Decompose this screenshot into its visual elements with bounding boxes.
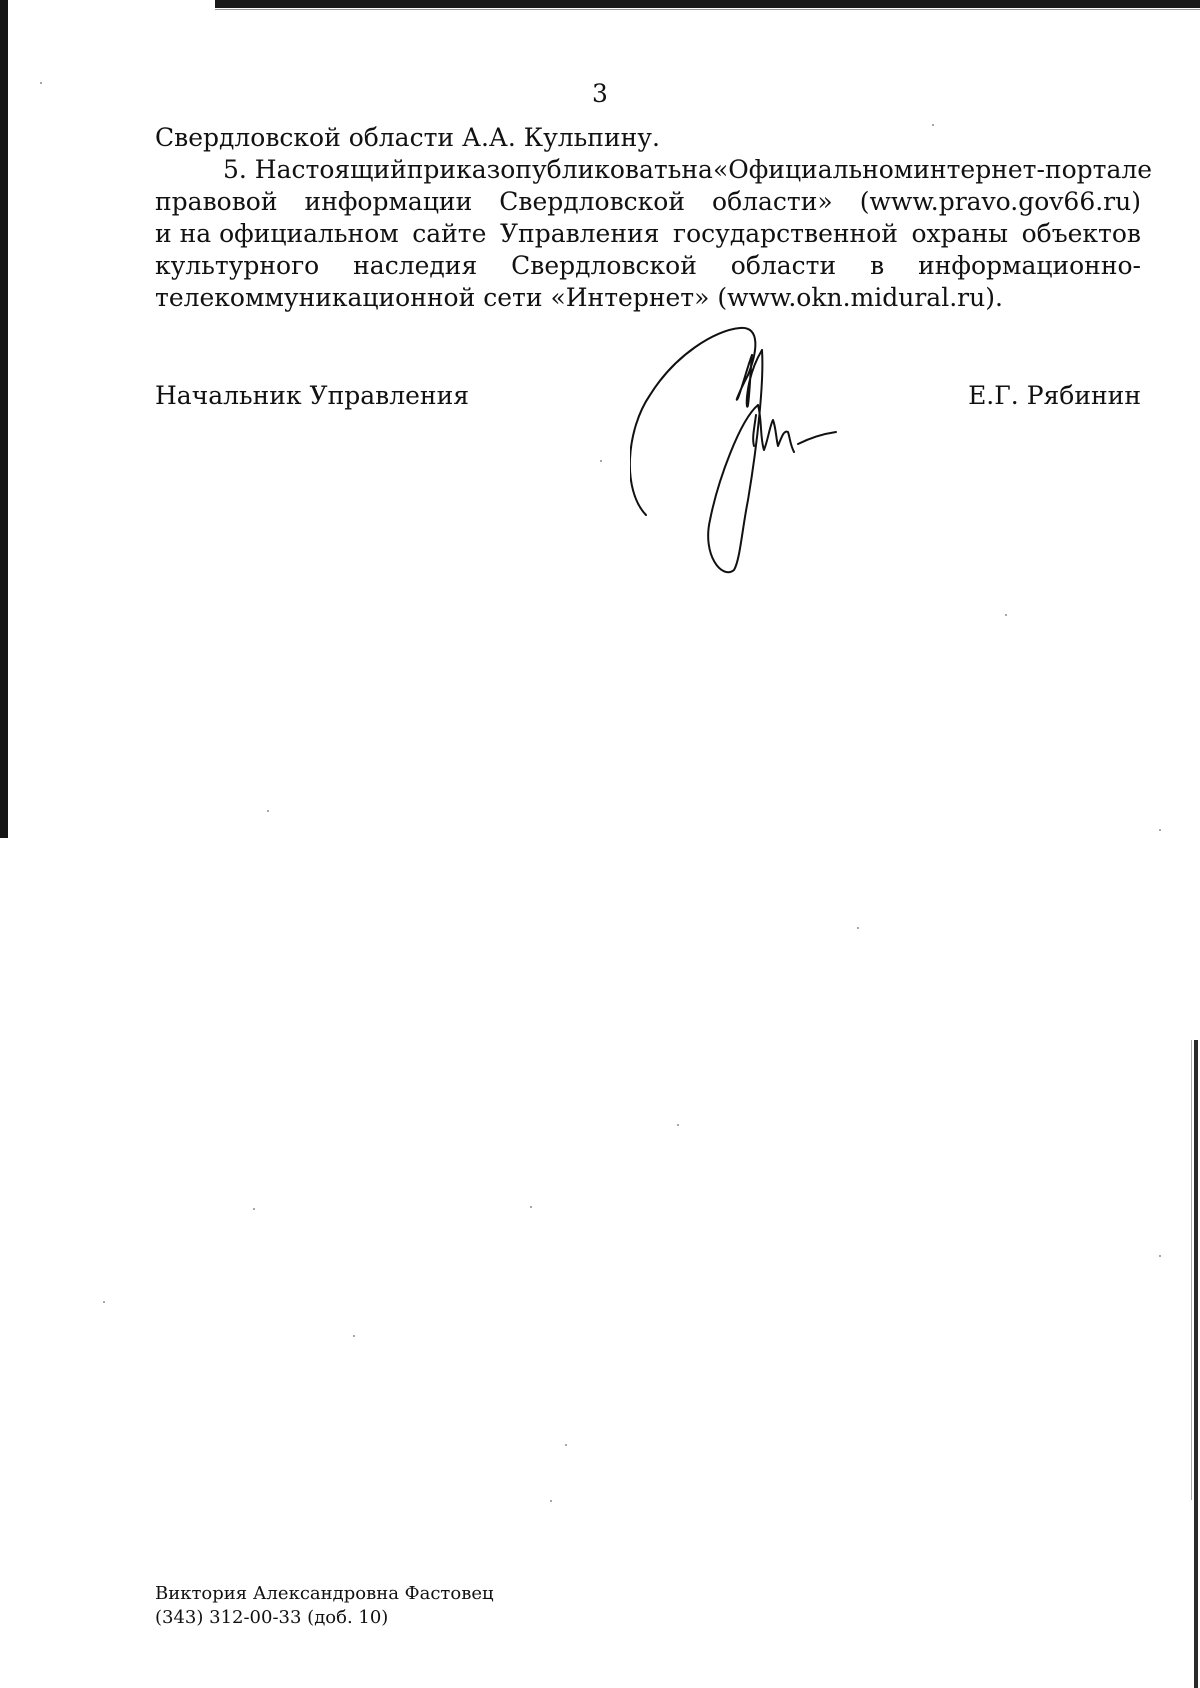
scan-speck [1005, 614, 1007, 616]
scan-speck [550, 1500, 552, 1502]
word: сайте [412, 219, 487, 248]
word: 5. Настоящий [223, 155, 407, 184]
scan-speck [1159, 1255, 1161, 1257]
scan-speck [565, 1444, 567, 1446]
word: Управления [499, 219, 660, 248]
item-5-line-3 [155, 218, 1141, 250]
word: правовой [155, 187, 278, 216]
link-pravo: (www.pravo.gov66.ru) [859, 187, 1141, 216]
word: приказ [406, 155, 501, 184]
word: государственной [673, 219, 898, 248]
word: и на официальном [155, 219, 399, 248]
handwritten-signature [630, 320, 890, 580]
item-5-line-2 [155, 186, 1141, 218]
scan-speck [103, 1301, 105, 1303]
word: информационно- [918, 251, 1141, 280]
scan-speck [253, 1208, 255, 1210]
word: опубликовать [500, 155, 682, 184]
word: информации [304, 187, 473, 216]
word: объектов [1021, 219, 1141, 248]
scan-speck [267, 810, 269, 812]
word: культурного [155, 251, 320, 280]
document-body [155, 122, 1153, 314]
scan-edge-right [1194, 1040, 1198, 1688]
scan-edge-top-thin [215, 9, 1200, 10]
signatory-name: Е.Г. Рябинин [968, 381, 1141, 410]
scan-speck [1159, 829, 1161, 831]
word: области [730, 251, 837, 280]
scan-edge-right-thin [1191, 1040, 1192, 1500]
word: в [870, 251, 885, 280]
page-number: 3 [592, 79, 608, 108]
scan-speck [677, 1124, 679, 1126]
contact-phone: (343) 312-00-33 (доб. 10) [155, 1607, 389, 1628]
word: Свердловской [499, 187, 686, 216]
contact-name: Виктория Александровна Фастовец [155, 1583, 494, 1604]
item-5-line-4 [155, 250, 1141, 282]
word: наследия [353, 251, 478, 280]
word: охраны [911, 219, 1009, 248]
scan-edge-left [0, 0, 8, 838]
word: области» [712, 187, 833, 216]
scan-speck [530, 1206, 532, 1208]
word: Свердловской [511, 251, 697, 280]
word: на [681, 155, 713, 184]
word: «Официальном [712, 155, 914, 184]
signatory-position: Начальник Управления [155, 381, 470, 410]
scan-speck [600, 460, 602, 462]
item-5-line-1 [155, 154, 1153, 186]
scan-speck [857, 927, 859, 929]
scan-speck [353, 1335, 355, 1337]
contact-footer [155, 1582, 494, 1630]
continuation-line: Свердловской области А.А. Кульпину. [155, 123, 660, 152]
scan-edge-top [215, 0, 1200, 8]
word: интернет-портале [913, 155, 1153, 184]
item-5-line-5: телекоммуникационной сети «Интернет» (www.okn.midural.ru). [155, 283, 1003, 312]
